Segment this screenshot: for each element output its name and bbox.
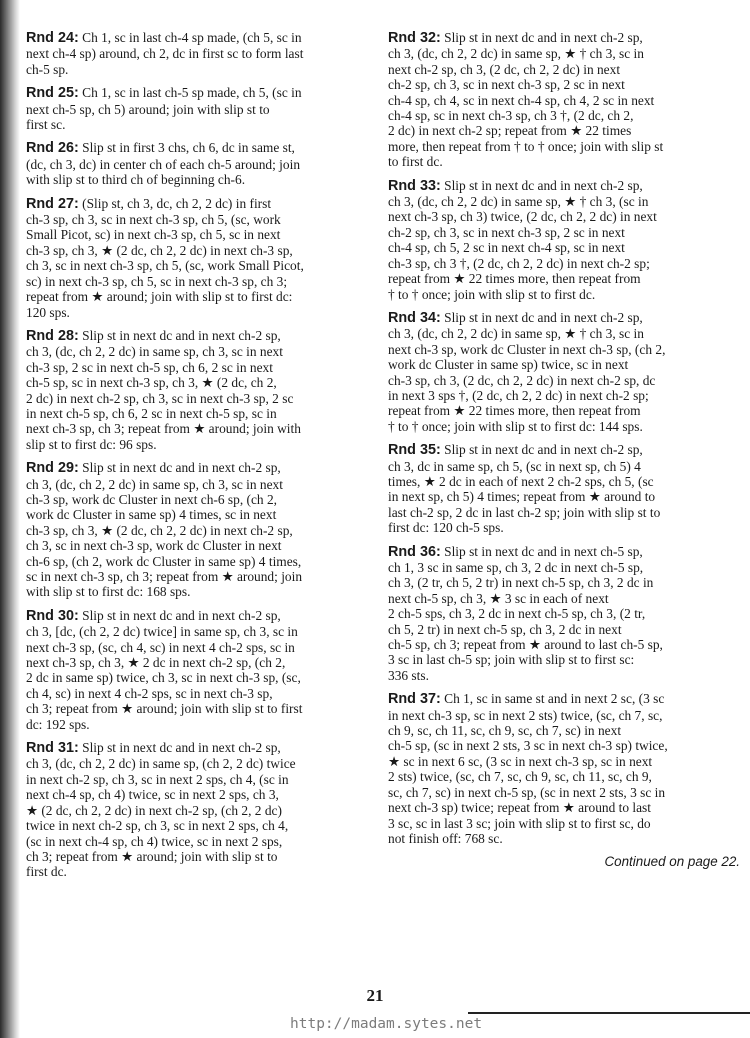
round-label: Rnd 31: [26,740,79,757]
round-text: Ch 1, sc in last ch-4 sp made, (ch 5, sc in next ch-4 sp) around, ch 2, dc in first sc to form last ch-5 sp. [26,30,304,77]
round-label: Rnd 32: [388,30,441,46]
round-instruction [26,85,362,132]
round-instruction [26,30,362,77]
round-instruction [26,608,362,732]
round-label: Rnd 29: [26,460,79,477]
round-instruction [26,460,362,600]
round-instruction [26,740,362,880]
round-label: Rnd 25: [26,85,79,102]
round-instruction [388,178,740,302]
left-column [26,30,362,888]
round-label: Rnd 34: [388,309,441,326]
round-label: Rnd 24: [26,30,79,46]
round-label: Rnd 30: [26,607,79,624]
round-text: Ch 1, sc in last ch-5 sp made, ch 5, (sc in next ch-5 sp, ch 5) around; join with slip st to first sc. [26,85,302,133]
round-instruction [388,310,740,434]
round-text: Ch 1, sc in same st and in next 2 sc, (3 sc in next ch-3 sp, sc in next 2 sts) twice, (sc, ch 7, sc, ch 9, sc, ch 11, sc, ch 9, sc, ch 7, sc) in next ch-5 sp, (sc in next 2 sts, 3 sc in next ch-3 sp) twice, ★ sc in next 6 sc, (3 sc in next ch-3 sp, sc in next 2 sts) twice, (sc, ch 7, sc, ch 9, sc, ch 11, sc, ch 9, sc, ch 7, sc) in next ch-5 sp, (sc in next 2 sts, 3 sc in next ch-3 sp) twice; repeat from ★ around to last 3 sc, sc in last 3 sc; join with slip st to first sc, do not finish off: 768 sc. [388,691,668,846]
round-text: Slip st in next dc and in next ch-2 sp, ch 3, (dc, ch 2, 2 dc) in same sp, ch 3, sc in next ch-3 sp, 2 sc in next ch-5 sp, ch 6, 2 sc in next ch-5 sp, sc in next ch-3 sp, ch 3, ★ (2 dc, ch 2, 2 dc) in next ch-2 sp, ch 3, sc in next ch-3 sp, 2 sc in next ch-5 sp, ch 6, 2 sc in next ch-5 sp, sc in next ch-3 sp, ch 3; repeat from ★ around; join with slip st to first dc: 96 sps. [26,327,301,452]
round-text: Slip st in next dc and in next ch-2 sp, ch 3, (dc, ch 2, 2 dc) in same sp, (ch 2, 2 dc) twice in next ch-2 sp, ch 3, sc in next 2 sps, ch 4, (sc in next ch-4 sp, ch 4) twice, sc in next 2 sps, ch 3, ★ (2 dc, ch 2, 2 dc) in next ch-2 sp, (ch 2, 2 dc) twice in next ch-2 sp, ch 3, sc in next 2 sps, ch 4, (sc in next ch-4 sp, ch 4) twice, sc in next 2 sps, ch 3; repeat from ★ around; join with slip st to first dc. [26,740,296,880]
footer-url-link[interactable]: http://madam.sytes.net [290,1016,483,1032]
round-label: Rnd 36: [388,543,441,560]
round-text: Slip st in next dc and in next ch-2 sp, ch 3, (dc, ch 2, 2 dc) in same sp, ★ † ch 3, sc in next ch-3 sp, work dc Cluster in next ch-3 sp, (ch 2, work dc Cluster in same sp) twice, sc in next ch-3 sp, ch 3, (2 dc, ch 2, 2 dc) in next ch-2 sp, dc in next 3 sps †, (2 dc, ch 2, 2 dc) in next ch-2 sp; repeat from ★ 22 times more, then repeat from † to † once; join with slip st to first dc: 144 sps. [388,309,666,434]
round-label: Rnd 35: [388,442,441,459]
binding-shadow [0,0,20,1038]
round-text: Slip st in next dc and in next ch-2 sp, ch 3, (dc, ch 2, 2 dc) in same sp, ★ † ch 3, sc in next ch-2 sp, ch 3, (2 dc, ch 2, 2 dc) in next ch-2 sp, ch 3, sc in next ch-3 sp, 2 sc in next ch-4 sp, ch 4, sc in next ch-4 sp, ch 4, 2 sc in next ch-4 sp, sc in next ch-3 sp, ch 3 †, (2 dc, ch 2, 2 dc) in next ch-2 sp; repeat from ★ 22 times more, then repeat from † to † once; join with slip st to first dc. [388,30,664,170]
round-text: Slip st in next dc and in next ch-2 sp, ch 3, (dc, ch 2, 2 dc) in same sp, ★ † ch 3, (sc in next ch-3 sp, ch 3) twice, (2 dc, ch 2, 2 dc) in next ch-2 sp, ch 3, sc in next ch-3 sp, 2 sc in next ch-4 sp, ch 5, 2 sc in next ch-4 sp, sc in next ch-3 sp, ch 3 †, (2 dc, ch 2, 2 dc) in next ch-2 sp; repeat from ★ 22 times more, then repeat from † to † once; join with slip st to first dc. [388,177,657,302]
round-instruction [388,30,740,170]
round-label: Rnd 33: [388,177,441,194]
round-instruction [388,544,740,684]
page-number: 21 [366,986,384,1005]
round-text: Slip st in next dc and in next ch-2 sp, ch 3, [dc, (ch 2, 2 dc) twice] in same sp, ch 3, sc in next ch-3 sp, (sc, ch 4, sc) in next 4 ch-2 sps, sc in next ch-3 sp, ch 3, ★ 2 dc in next ch-2 sp, (ch 2, 2 dc in same sp) twice, ch 3, sc in next ch-3 sp, (sc, ch 4, sc) in next 4 ch-2 sps, sc in next ch-3 sp, ch 3; repeat from ★ around; join with slip st to first dc: 192 sps. [26,607,303,732]
round-label: Rnd 27: [26,195,79,212]
footer-rule [468,1012,750,1014]
round-text: Slip st in first 3 chs, ch 6, dc in same st, (dc, ch 3, dc) in center ch of each ch-5 around; join with slip st to third ch of beginning ch-6. [26,140,301,188]
round-instruction [388,691,740,846]
continued-note: Continued on page 22. [604,854,740,870]
round-text: Slip st in next dc and in next ch-5 sp, ch 1, 3 sc in same sp, ch 3, 2 dc in next ch-5 sp, ch 3, (2 tr, ch 5, 2 tr) in next ch-5 sp, ch 3, 2 dc in next ch-5 sp, ch 3, ★ 3 sc in each of next 2 ch-5 sps, ch 3, 2 dc in next ch-5 sp, ch 3, (2 tr, ch 5, 2 tr) in next ch-5 sp, ch 3, 2 dc in next ch-5 sp, ch 3; repeat from ★ around to last ch-5 sp, 3 sc in last ch-5 sp; join with slip st to first sc: 336 sts. [388,543,663,683]
round-text: Slip st in next dc and in next ch-2 sp, ch 3, dc in same sp, ch 5, (sc in next sp, ch 5) 4 times, ★ 2 dc in each of next 2 ch-2 sps, ch 5, (sc in next sp, ch 5) 4 times; repeat from ★ around to last ch-2 sp, 2 dc in last ch-2 sp; join with slip st to first dc: 120 ch-5 sps. [388,442,661,536]
round-label: Rnd 26: [26,140,79,157]
round-label: Rnd 37: [388,691,441,708]
round-label: Rnd 28: [26,327,79,344]
round-text: Slip st in next dc and in next ch-2 sp, ch 3, (dc, ch 2, 2 dc) in same sp, ch 3, sc in next ch-3 sp, work dc Cluster in next ch-6 sp, (ch 2, work dc Cluster in same sp) 4 times, sc in next ch-3 sp, ch 3, ★ (2 dc, ch 2, 2 dc) in next ch-2 sp, ch 3, sc in next ch-3 sp, work dc Cluster in next ch-6 sp, (ch 2, work dc Cluster in same sp) 4 times, sc in next ch-3 sp, ch 3; repeat from ★ around; join with slip st to first dc: 168 sps. [26,460,303,600]
round-instruction [26,196,362,320]
round-text: (Slip st, ch 3, dc, ch 2, 2 dc) in first ch-3 sp, ch 3, sc in next ch-3 sp, ch 5, (sc, work Small Picot, sc) in next ch-3 sp, ch 5, sc in next ch-3 sp, ch 3, ★ (2 dc, ch 2, 2 dc) in next ch-3 sp, ch 3, sc in next ch-3 sp, ch 5, (sc, work Small Picot, sc) in next ch-3 sp, ch 5, sc in next ch-3 sp, ch 3; repeat from ★ around; join with slip st to first dc: 120 sps. [26,195,304,320]
round-instruction [26,140,362,187]
round-instruction [26,328,362,452]
round-instruction [388,442,740,535]
right-column [388,30,740,870]
